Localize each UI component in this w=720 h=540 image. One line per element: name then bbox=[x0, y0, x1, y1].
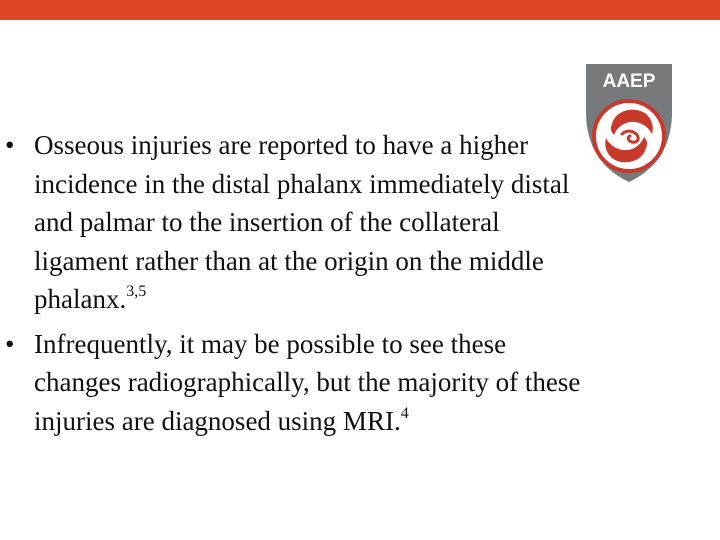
bullet-item-radiographic-mri bbox=[0, 325, 590, 441]
bullet-text: Osseous injuries are reported to have a higher incidence in the distal phalanx immediately distal and palmar to the insertion of the collateral ligament rather than at the origin on the middle phalanx. bbox=[34, 130, 570, 314]
citation-superscript: 3,5 bbox=[126, 283, 147, 300]
bullet-list bbox=[0, 126, 590, 440]
citation-superscript: 4 bbox=[400, 404, 409, 422]
slide-content bbox=[0, 126, 590, 446]
header-accent-bar bbox=[0, 0, 720, 20]
bullet-text: Infrequently, it may be possible to see these changes radiographically, but the majority of these injuries are diagnosed using MRI. bbox=[34, 328, 581, 436]
aaep-logo bbox=[586, 64, 672, 182]
bullet-item-osseous-injuries bbox=[0, 126, 590, 319]
logo-wordmark: AAEP bbox=[602, 71, 656, 92]
